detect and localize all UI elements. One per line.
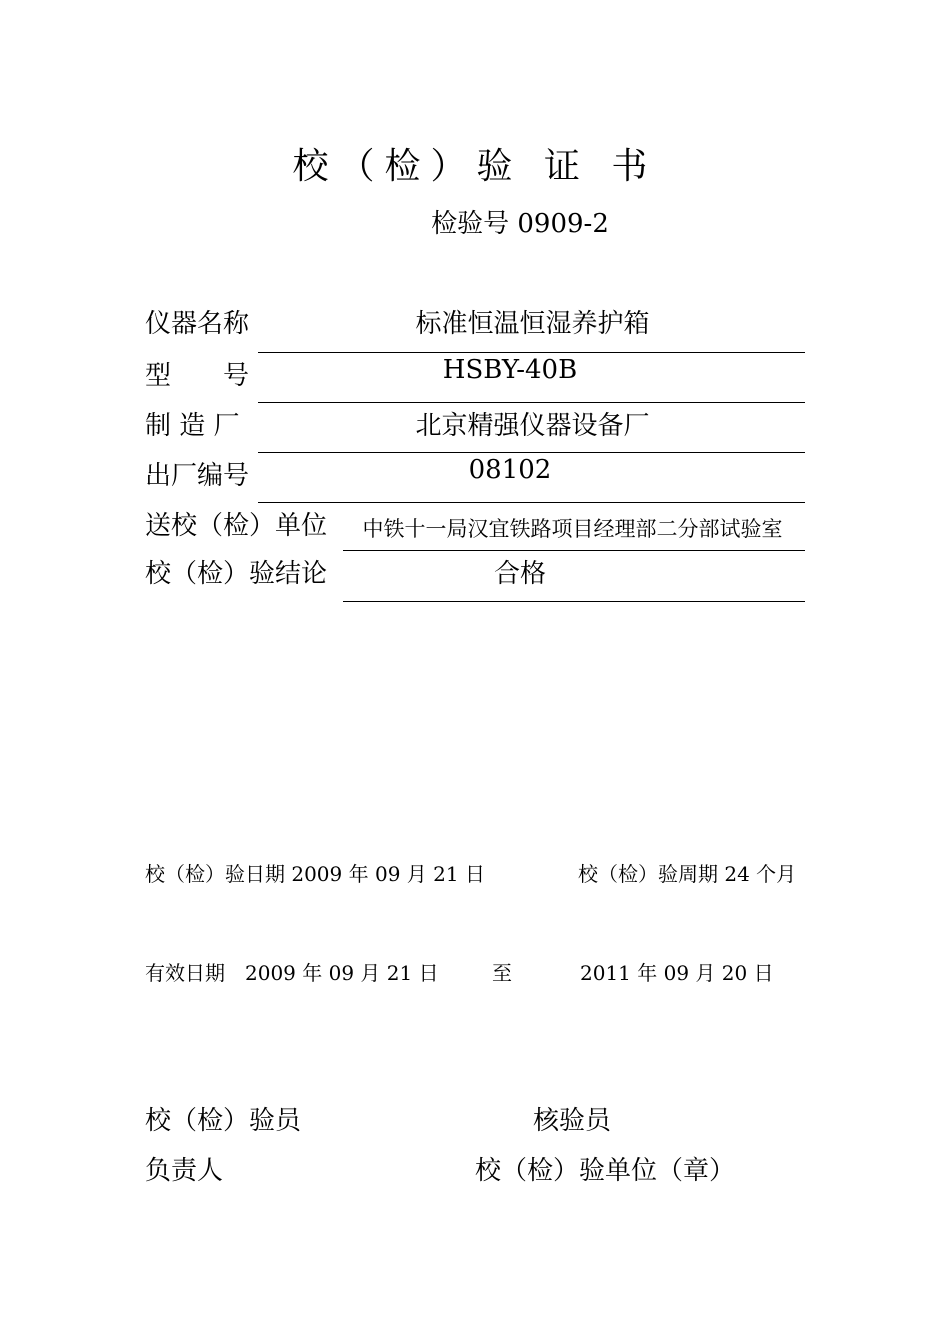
inspection-date: 校（检）验日期 2009 年 09 月 21 日 bbox=[145, 862, 485, 886]
field-value-conclusion: 合格 bbox=[493, 559, 546, 589]
field-underline bbox=[258, 352, 805, 353]
responsible-label: 负责人 bbox=[145, 1156, 224, 1186]
valid-date-to: 至 bbox=[492, 961, 512, 985]
field-label-conclusion: 校（检）验结论 bbox=[145, 559, 328, 589]
field-label-submitting-unit: 送校（检）单位 bbox=[145, 511, 328, 541]
field-value-submitting-unit: 中铁十一局汉宜铁路项目经理部二分部试验室 bbox=[362, 517, 783, 541]
inspector-label: 校（检）验员 bbox=[145, 1106, 302, 1136]
valid-date-label: 有效日期 bbox=[145, 961, 225, 985]
field-value-model: HSBY-40B bbox=[442, 355, 578, 385]
field-underline bbox=[343, 550, 805, 551]
valid-date-end: 2011 年 09 月 20 日 bbox=[580, 961, 774, 985]
field-value-serial-number: 08102 bbox=[468, 455, 552, 485]
field-label-serial-number: 出厂编号 bbox=[145, 461, 250, 491]
field-underline bbox=[258, 502, 805, 503]
inspection-unit-seal-label: 校（检）验单位（章） bbox=[475, 1156, 736, 1186]
field-underline bbox=[258, 452, 805, 453]
inspection-cycle: 校（检）验周期 24 个月 bbox=[578, 862, 797, 886]
field-underline bbox=[343, 601, 805, 602]
field-value-instrument-name: 标准恒温恒湿养护箱 bbox=[415, 309, 650, 339]
document-title: 校（检）验 证 书 bbox=[292, 146, 658, 187]
field-label-model: 型 号 bbox=[145, 361, 250, 391]
field-value-manufacturer: 北京精强仪器设备厂 bbox=[415, 411, 650, 441]
field-label-manufacturer: 制 造 厂 bbox=[145, 411, 240, 441]
field-underline bbox=[258, 402, 805, 403]
field-label-instrument-name: 仪器名称 bbox=[145, 309, 250, 339]
valid-date-start: 2009 年 09 月 21 日 bbox=[245, 961, 439, 985]
inspection-number: 检验号 0909-2 bbox=[431, 209, 609, 239]
checker-label: 核验员 bbox=[533, 1106, 612, 1136]
